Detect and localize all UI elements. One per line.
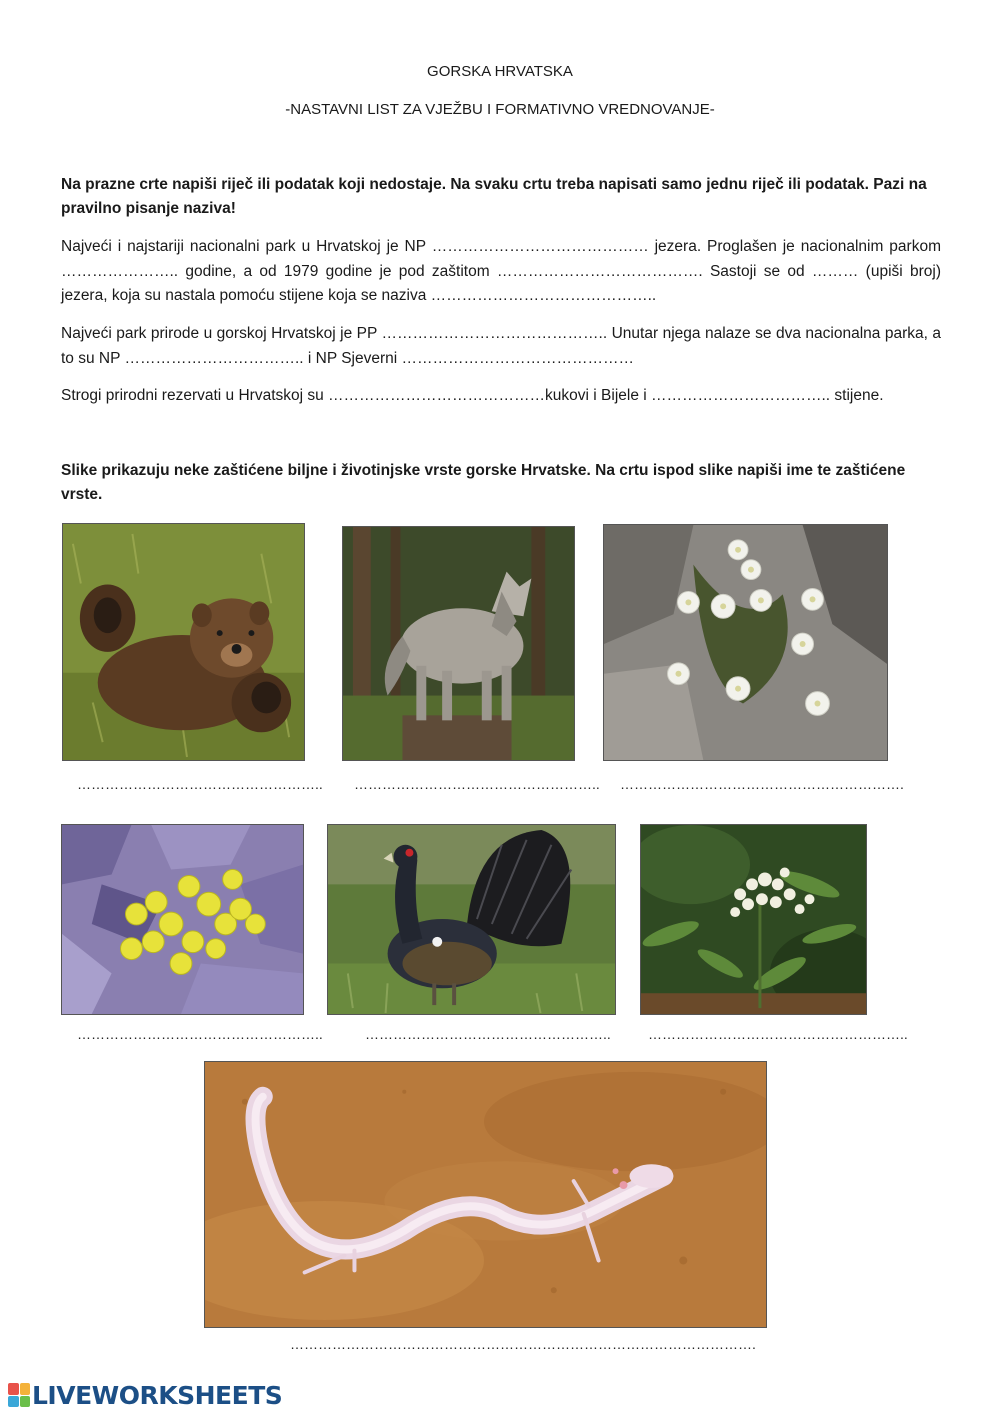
page-subtitle: -NASTAVNI LIST ZA VJEŽBU I FORMATIVNO VREDNOVANJE- [285, 101, 715, 118]
liveworksheets-brand: LIVEWORKSHEETS [32, 1380, 283, 1410]
page-title: GORSKA HRVATSKA [427, 63, 573, 80]
white-flower-plant-photo [640, 824, 867, 1015]
liveworksheets-logo[interactable] [8, 1380, 282, 1410]
wolf-photo [342, 526, 575, 761]
yellow-flower-photo [61, 824, 304, 1015]
answer-line-6[interactable]: ……………………………………………….. [648, 1026, 908, 1042]
olm-photo [204, 1061, 767, 1328]
edelweiss-photo [603, 524, 888, 761]
paragraph-plitvice: Najveći i najstariji nacionalni park u Hrvatskoj je NP …………………………………… jezera. Proglašen je nacionalnim parkom ………………….. godine, a od 1979 godine je pod zaštitom …………………………………. Sastoji se od ……… (upiši broj) jezera, koja su nastala pomoću stijene koja se naziva …………………………………….. [61, 238, 941, 304]
section2-instruction: Slike prikazuju neke zaštićene biljne i životinjske vrste gorske Hrvatske. Na crtu ispod slike napiši ime te zaštićene vrste. [61, 462, 906, 503]
paragraph-velebit: Najveći park prirode u gorskoj Hrvatskoj je PP …………………………………….. Unutar njega nalaze se dva nacionalna parka, a to su NP …………………………….. i NP Sjeverni ……………………………………… [61, 325, 941, 367]
capercaillie-photo [327, 824, 616, 1015]
answer-line-2[interactable]: …………………………………………….. [354, 776, 600, 792]
section1-instruction: Na prazne crte napiši riječ ili podatak koji nedostaje. Na svaku crtu treba napisati samo jednu riječ ili podatak. Pazi na pravilno pisanje naziva! [61, 176, 927, 217]
liveworksheets-logo-icon [8, 1383, 30, 1407]
paragraph-reserves: Strogi prirodni rezervati u Hrvatskoj su ……………………………………kukovi i Bijele i …………………………….. stijene. [61, 387, 884, 404]
answer-line-5[interactable]: …………………………………………….. [365, 1026, 611, 1042]
bear-photo [62, 523, 305, 761]
answer-line-4[interactable]: …………………………………………….. [77, 1026, 323, 1042]
answer-line-1[interactable]: …………………………………………….. [77, 776, 323, 792]
answer-line-7[interactable]: ………………………………………………………………………………………. [290, 1336, 756, 1352]
answer-line-3[interactable]: ……………………………………………………. [620, 776, 904, 792]
